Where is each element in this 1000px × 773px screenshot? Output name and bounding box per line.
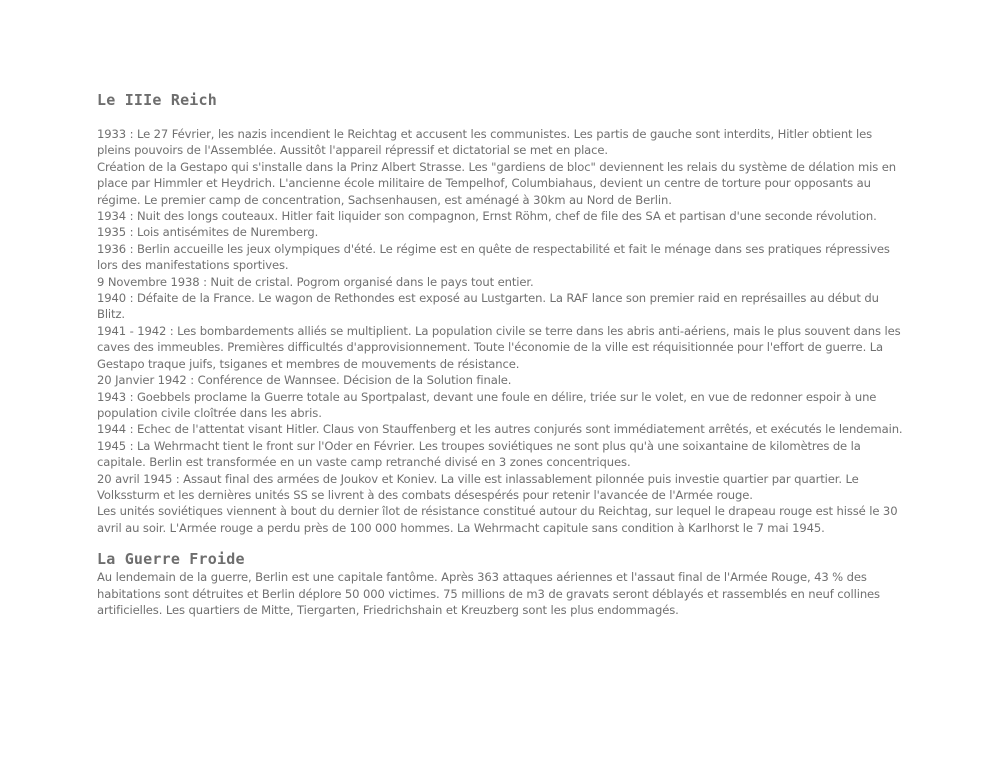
document-page — [97, 88, 909, 618]
section-body — [97, 569, 909, 618]
paragraph-1945: 1945 : La Wehrmacht tient le front sur l'Oder en Février. Les troupes soviétiques ne sont plus qu'à une soixantaine de kilomètres de la capitale. Berlin est transformée en un vaste camp retranché divisé en 3 zones concentriques. — [97, 438, 861, 470]
paragraph-capitulation: Les unités soviétiques viennent à bout du dernier îlot de résistance constitué autour du Reichtag, sur lequel le drapeau rouge est hissé le 30 avril au soir. L'Armée rouge a perdu près de 100 000 hommes. La Wehrmacht capitule sans condition à Karlhorst le 7 mai 1945. — [97, 504, 898, 535]
paragraph-1940: 1940 : Défaite de la France. Le wagon de Rethondes est exposé au Lustgarten. La RAF lance son premier raid en représailles au début du Blitz. — [97, 291, 879, 322]
paragraph-1935: 1935 : Lois antisémites de Nuremberg. — [97, 225, 319, 240]
paragraph-1941-1942: 1941 - 1942 : Les bombardements alliés se multiplient. La population civile se terre dans les abris anti-aériens, mais le plus souvent dans les caves des immeubles. Premières difficultés d'approvisionnement. Toute l'économie de la ville est réquisitionnée pour l'effort de guerre. La Gestapo traque juifs, tsiganes et membres de mouvements de résistance. — [97, 323, 901, 371]
section-cold-war — [97, 549, 909, 618]
section-third-reich — [97, 88, 909, 536]
paragraph-1942-wannsee: 20 Janvier 1942 : Conférence de Wannsee. Décision de la Solution finale. — [97, 373, 512, 388]
paragraph-1936: 1936 : Berlin accueille les jeux olympiques d'été. Le régime est en quête de respectabilité et fait le ménage dans ses pratiques répressives lors des manifestations sportives. — [97, 241, 890, 273]
section-title: Le IIIe Reich — [97, 91, 217, 109]
paragraph-1938: 9 Novembre 1938 : Nuit de cristal. Pogrom organisé dans le pays tout entier. — [97, 274, 534, 289]
paragraph-1934: 1934 : Nuit des longs couteaux. Hitler fait liquider son compagnon, Ernst Röhm, chef de file des SA et partisan d'une seconde révolution. — [97, 209, 877, 224]
section-title: La Guerre Froide — [97, 550, 245, 569]
paragraph-aftermath: Au lendemain de la guerre, Berlin est une capitale fantôme. Après 363 attaques aériennes et l'assaut final de l'Armée Rouge, 43 % des habitations sont détruites et Berlin déplore 50 000 victimes. 75 millions de m3 de gravats seront déblayés et rassemblés en neuf collines artificielles. Les quartiers de Mitte, Tiergarten, Friedrichshain et Kreuzberg sont les plus endommagés. — [97, 570, 880, 617]
paragraph-1944: 1944 : Echec de l'attentat visant Hitler. Claus von Stauffenberg et les autres conjurés sont immédiatement arrêtés, et exécutés le lendemain. — [97, 422, 903, 437]
paragraph-gestapo: Création de la Gestapo qui s'installe dans la Prinz Albert Strasse. Les "gardiens de bloc" deviennent les relais du système de délation mis en place par Himmler et Heydrich. L'ancienne école militaire de Tempelhof, Columbiahaus, devient un centre de torture pour opposants au régime. Le premier camp de concentration, Sachsenhausen, est aménagé à 30km au Nord de Berlin. — [97, 159, 896, 207]
paragraph-1933: 1933 : Le 27 Février, les nazis incendient le Reichtag et accusent les communistes. Les partis de gauche sont interdits, Hitler obtient les pleins pouvoirs de l'Assemblée. Aussitôt l'appareil répressif et dictatorial se met en place. — [97, 127, 873, 158]
section-body — [97, 126, 909, 536]
paragraph-april-1945: 20 avril 1945 : Assaut final des armées de Joukov et Koniev. La ville est inlassablement pilonnée puis investie quartier par quartier. Le Volkssturm et les dernières unités SS se livrent à des combats désespérés pour retenir l'avancée de l'Armée rouge. — [97, 471, 859, 502]
paragraph-1943: 1943 : Goebbels proclame la Guerre totale au Sportpalast, devant une foule en délire, triée sur le volet, en vue de redonner espoir à une population civile cloîtrée dans les abris. — [97, 389, 877, 420]
